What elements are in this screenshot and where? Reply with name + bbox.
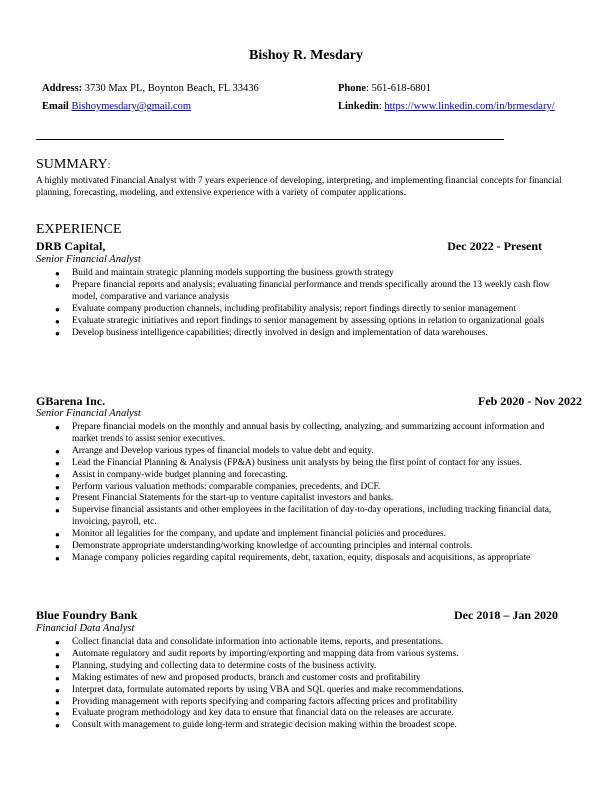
bullet-dot-icon: ● xyxy=(55,542,60,552)
bullet-item xyxy=(55,279,562,304)
bullet-dot-icon: ● xyxy=(55,553,60,563)
linkedin-colon: : xyxy=(378,101,382,112)
address-label: Address: xyxy=(42,83,83,94)
bullet-text: Supervise financial assistants and other employees in the facilitation of day-to-day operations, including tracking financial data, invoicing, payroll, etc. xyxy=(72,505,552,528)
bullet-dot-icon: ● xyxy=(55,709,60,719)
bullet-item xyxy=(55,445,562,458)
bullet-dot-icon: ● xyxy=(55,304,60,314)
bullet-text: Develop business intelligence capabilities; directly involved in design and implementation of data warehouses. xyxy=(72,327,488,338)
job-company: GBarena Inc. xyxy=(36,394,106,408)
bullet-dot-icon: ● xyxy=(55,280,60,290)
bullet-text: Build and maintain strategic planning models supporting the business growth strategy xyxy=(72,268,394,278)
bullet-item xyxy=(55,541,562,553)
summary-heading xyxy=(36,157,110,173)
bullet-dot-icon: ● xyxy=(55,269,60,278)
bullet-dot-icon: ● xyxy=(55,470,60,480)
job-bullets xyxy=(55,268,562,339)
email-line xyxy=(42,101,191,112)
experience-heading: EXPERIENCE xyxy=(36,222,122,237)
bullet-dot-icon: ● xyxy=(55,316,60,326)
bullet-text: Evaluate company production channels, including profitability analysis; report findings directly to senior management xyxy=(72,303,516,314)
job-title: Financial Data Analyst xyxy=(36,623,135,634)
job-bullets xyxy=(55,637,562,732)
bullet-item xyxy=(55,481,562,494)
summary-heading-colon: : xyxy=(107,160,111,171)
bullet-text: Providing management with reports specifying and comparing factors affecting prices and profitability xyxy=(72,696,458,707)
bullet-text: Present Financial Statements for the start-up to venture capitalist investors and banks. xyxy=(72,493,394,504)
bullet-item xyxy=(55,720,562,732)
bullet-item xyxy=(55,303,562,316)
bullet-item xyxy=(55,684,562,697)
job-title: Senior Financial Analyst xyxy=(36,254,141,265)
bullet-text: Demonstrate appropriate understanding/working knowledge of accounting principles and internal controls. xyxy=(72,541,473,552)
bullet-text: Perform various valuation methods: comparable companies, precedents, and DCF. xyxy=(72,481,381,492)
bullet-item xyxy=(55,672,562,685)
bullet-text: Monitor all legalities for the company, and update and implement financial policies and procedures. xyxy=(72,529,447,540)
bullet-text: Prepare financial reports and analysis; evaluating financial performance and trends specifically around the 13 weekly cash flow model, comparative and variance analysis xyxy=(72,279,550,302)
bullet-text: Prepare financial models on the monthly and annual basis by collecting, analyzing, and summarizing account information and market trends to assist senior executives. xyxy=(72,422,545,444)
bullet-text: Manage company policies regarding capital requirements, debt, taxation, equity, disposals and acquisitions, as appropriate xyxy=(72,552,531,563)
bullet-text: Evaluate program methodology and key data to ensure that financial data on the releases are accurate. xyxy=(72,708,454,719)
header-divider xyxy=(36,139,504,140)
email-link[interactable]: Bishoymesdary@gmail.com xyxy=(71,101,192,112)
linkedin-label: Linkedin xyxy=(338,101,379,112)
bullet-item xyxy=(55,660,562,673)
job-bullets xyxy=(55,422,562,565)
job-dates: Dec 2022 - Present xyxy=(447,239,542,253)
bullet-dot-icon: ● xyxy=(55,697,60,707)
bullet-item xyxy=(55,505,562,529)
bullet-text: Collect financial data and consolidate information into actionable items, reports, and presentations. xyxy=(72,637,444,647)
bullet-dot-icon: ● xyxy=(55,685,60,695)
bullet-item xyxy=(55,696,562,709)
bullet-text: Evaluate strategic initiatives and report findings to senior management by assessing options in relation to organizational goals xyxy=(72,315,545,326)
bullet-text: Arrange and Develop various types of financial models to value debt and equity. xyxy=(72,445,374,456)
bullet-dot-icon: ● xyxy=(55,721,60,731)
phone-label: Phone xyxy=(338,83,367,94)
bullet-item xyxy=(55,469,562,482)
bullet-item xyxy=(55,493,562,505)
bullet-text: Interpret data, formulate automated reports by using VBA and SQL queries and make recommendations. xyxy=(72,684,464,695)
bullet-dot-icon: ● xyxy=(55,328,60,338)
bullet-text: Consult with management to guide long-term and strategic decision making within the broadest scope. xyxy=(72,720,457,731)
bullet-item xyxy=(55,268,562,280)
bullet-text: Planning, studying and collecting data to determine costs of the business activity. xyxy=(72,660,377,671)
address-line xyxy=(42,83,259,94)
bullet-text: Automate regulatory and audit reports by importing/exporting and mapping data from various systems. xyxy=(72,648,459,659)
bullet-dot-icon: ● xyxy=(55,446,60,456)
bullet-dot-icon: ● xyxy=(55,673,60,683)
linkedin-line xyxy=(338,101,555,112)
bullet-dot-icon: ● xyxy=(55,482,60,492)
bullet-item xyxy=(55,457,562,470)
bullet-dot-icon: ● xyxy=(55,638,60,647)
bullet-dot-icon: ● xyxy=(55,423,60,432)
job-dates: Dec 2018 – Jan 2020 xyxy=(454,608,558,622)
bullet-item xyxy=(55,552,562,565)
bullet-text: Assist in company-wide budget planning and forecasting. xyxy=(72,469,288,480)
bullet-item xyxy=(55,637,562,649)
job-title: Senior Financial Analyst xyxy=(36,408,141,419)
bullet-dot-icon: ● xyxy=(55,661,60,671)
bullet-dot-icon: ● xyxy=(55,649,60,659)
phone-value: : 561-618-6801 xyxy=(366,83,432,94)
bullet-text: Making estimates of new and proposed products, branch and customer costs and profitability xyxy=(72,672,421,683)
summary-heading-text: SUMMARY xyxy=(36,157,108,172)
bullet-dot-icon: ● xyxy=(55,458,60,468)
bullet-item xyxy=(55,708,562,720)
bullet-item xyxy=(55,648,562,661)
bullet-item xyxy=(55,327,562,340)
bullet-item xyxy=(55,422,562,446)
phone-line xyxy=(338,83,431,94)
job-dates: Feb 2020 - Nov 2022 xyxy=(478,394,582,408)
bullet-dot-icon: ● xyxy=(55,530,60,540)
email-label: Email xyxy=(42,101,69,112)
bullet-dot-icon: ● xyxy=(55,506,60,516)
address-value: 3730 Max PL, Boynton Beach, FL 33436 xyxy=(84,83,259,94)
linkedin-link[interactable]: https://www.linkedin.com/in/brmesdary/ xyxy=(384,101,555,112)
bullet-item xyxy=(55,315,562,328)
summary-text: A highly motivated Financial Analyst with 7 years experience of developing, interpreting, and implementing financial concepts for financial planning, forecasting, modeling, and extensive experience with a variety of computer applications. xyxy=(36,176,562,198)
bullet-text: Lead the Financial Planning & Analysis (FP&A) business unit analysts by being the first point of contact for any issues. xyxy=(72,457,522,468)
job-company: DRB Capital, xyxy=(36,239,106,253)
bullet-item xyxy=(55,529,562,541)
job-company: Blue Foundry Bank xyxy=(36,608,138,622)
resume-name: Bishoy R. Mesdary xyxy=(249,48,363,63)
bullet-dot-icon: ● xyxy=(55,494,60,504)
